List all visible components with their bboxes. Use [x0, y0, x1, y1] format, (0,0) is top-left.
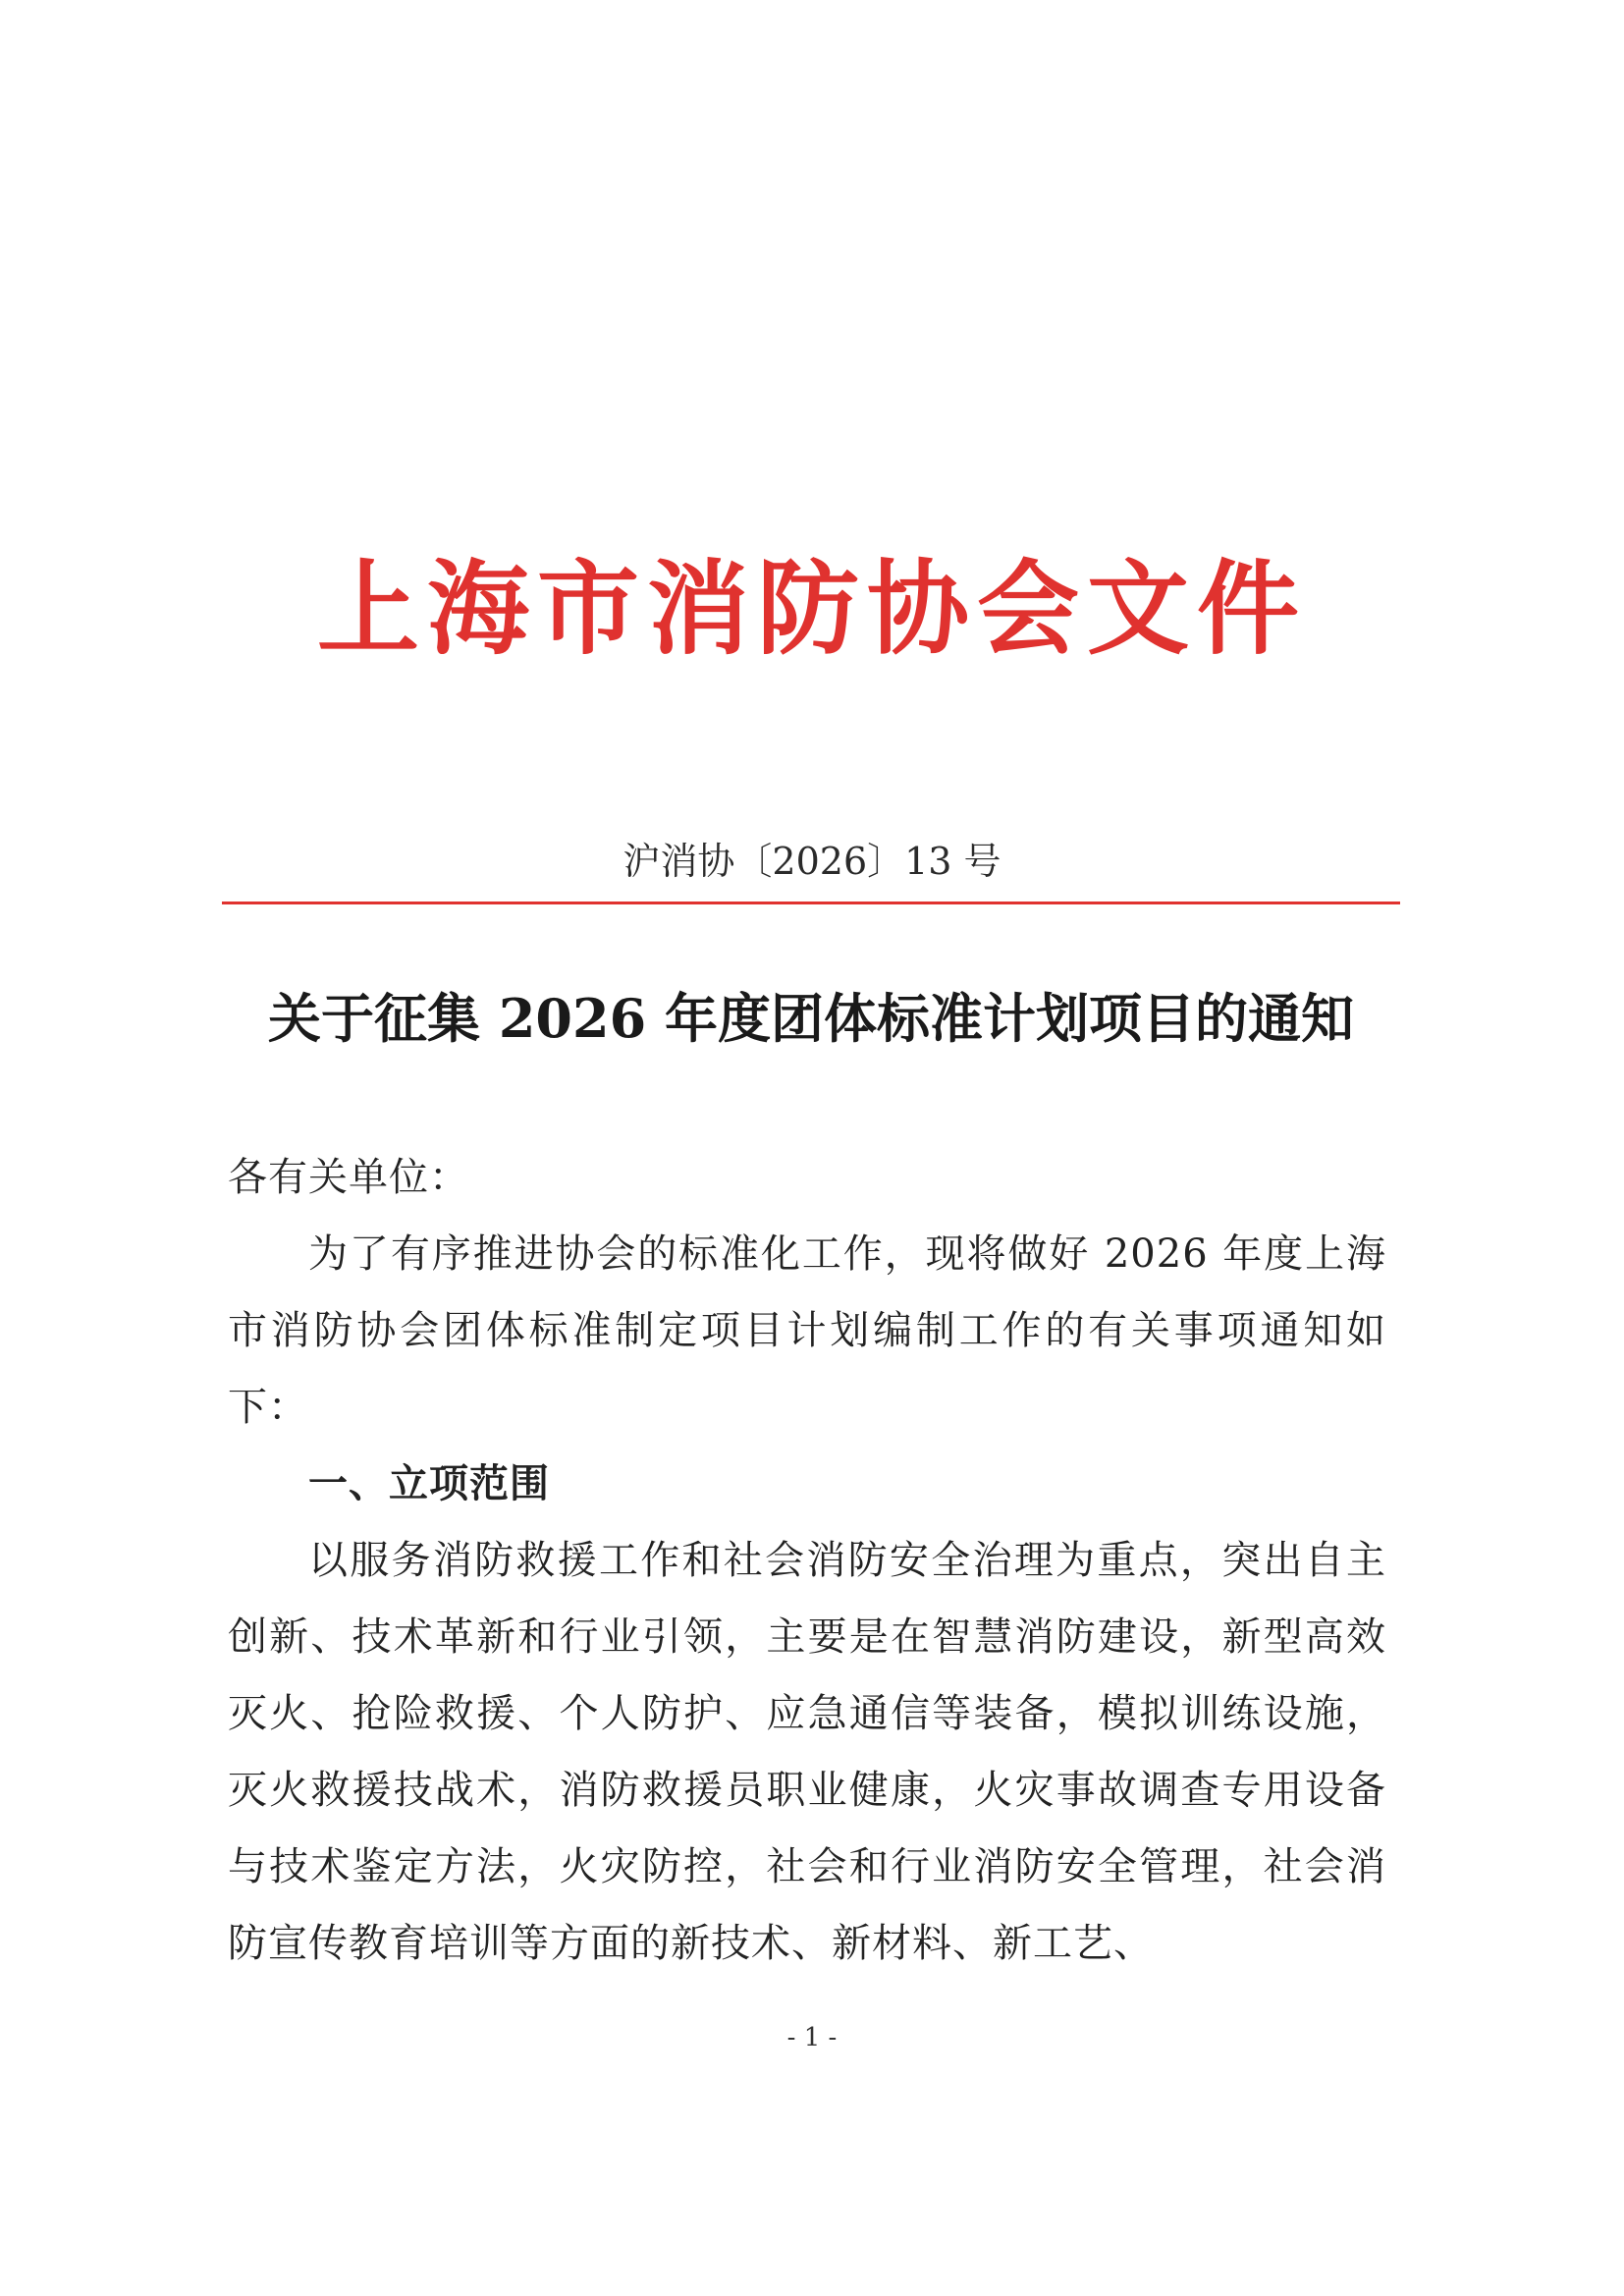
document-title: 关于征集 2026 年度团体标准计划项目的通知	[268, 987, 1354, 1050]
page-number: - 1 -	[786, 2023, 838, 2052]
salutation: 各有关单位：	[228, 1155, 469, 1200]
section-paragraph: 以服务消防救援工作和社会消防安全治理为重点，突出自主创新、技术革新和行业引领，主要是在智慧消防建设，新型高效灭火、抢险救援、个人防护、应急通信等装备，模拟训练设施，灭火救援技战术，消防救援员职业健康，火灾事故调查专用设备与技术鉴定方法，火灾防控，社会和行业消防安全管理，社会消防宣传教育培训等方面的新技术、新材料、新工艺、	[228, 1538, 1386, 1966]
red-divider	[222, 902, 1400, 904]
issuer-header: 上海市消防协会文件	[316, 548, 1307, 669]
intro-paragraph: 为了有序推进协会的标准化工作，现将做好 2026 年度上海市消防协会团体标准制定项目计划编制工作的有关事项通知如下：	[228, 1231, 1386, 1430]
document-number: 沪消协〔2026〕13 号	[623, 840, 1001, 883]
section-heading: 一、立项范围	[308, 1461, 550, 1506]
document-body	[228, 1139, 1386, 1982]
